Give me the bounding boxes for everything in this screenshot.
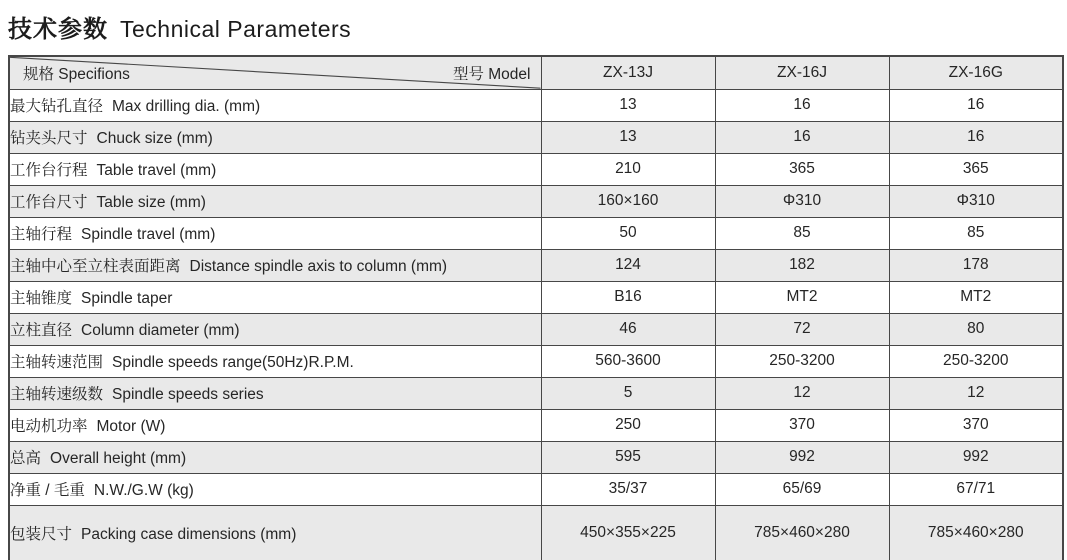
param-label xyxy=(9,505,541,560)
param-value: 85 xyxy=(889,217,1063,249)
param-value: 5 xyxy=(541,377,715,409)
param-value: MT2 xyxy=(715,281,889,313)
param-label xyxy=(9,217,541,249)
table-row xyxy=(9,313,1063,345)
param-value: 35/37 xyxy=(541,473,715,505)
param-label-en: Spindle speeds series xyxy=(112,386,264,403)
table-row xyxy=(9,185,1063,217)
param-label-zh: 主轴中心至立柱表面距离 xyxy=(10,258,181,275)
param-value: 16 xyxy=(715,121,889,153)
table-row xyxy=(9,281,1063,313)
param-value: 992 xyxy=(715,441,889,473)
page-title xyxy=(8,8,1062,45)
param-value: 178 xyxy=(889,249,1063,281)
param-label-en: Max drilling dia. (mm) xyxy=(112,98,261,115)
param-value: 50 xyxy=(541,217,715,249)
technical-parameters-table xyxy=(8,55,1064,560)
model-header-label: 型号 Model xyxy=(452,65,531,83)
param-value: MT2 xyxy=(889,281,1063,313)
param-label-en: Spindle speeds range(50Hz)R.P.M. xyxy=(112,354,354,371)
param-label-en: Motor (W) xyxy=(96,418,166,435)
table-row xyxy=(9,473,1063,505)
param-value: 992 xyxy=(889,441,1063,473)
page-title-en: Technical Parameters xyxy=(120,16,352,42)
param-value: 210 xyxy=(541,153,715,185)
param-label-en: Spindle taper xyxy=(81,290,173,307)
param-value: 16 xyxy=(715,89,889,121)
table-row xyxy=(9,409,1063,441)
param-value: 72 xyxy=(715,313,889,345)
table-row xyxy=(9,217,1063,249)
param-value: 12 xyxy=(715,377,889,409)
param-label-en: N.W./G.W (kg) xyxy=(93,482,194,499)
param-label-zh: 净重 / 毛重 xyxy=(10,482,85,499)
param-value: 13 xyxy=(541,89,715,121)
param-value: 785×460×280 xyxy=(715,505,889,560)
corner-header-content xyxy=(10,57,541,89)
param-label-en: Table travel (mm) xyxy=(96,162,217,179)
param-value: 560-3600 xyxy=(541,345,715,377)
param-label-zh: 主轴转速范围 xyxy=(10,354,104,371)
param-value: B16 xyxy=(541,281,715,313)
spec-header-label: 规格 Specifions xyxy=(23,65,130,83)
table-row xyxy=(9,345,1063,377)
param-label-zh: 钻夹头尺寸 xyxy=(10,130,88,147)
param-value: 450×355×225 xyxy=(541,505,715,560)
table-row xyxy=(9,89,1063,121)
param-value: 85 xyxy=(715,217,889,249)
param-label xyxy=(9,313,541,345)
param-label-zh: 包装尺寸 xyxy=(10,526,73,544)
param-label-zh: 最大钻孔直径 xyxy=(10,98,104,115)
table-row xyxy=(9,441,1063,473)
param-label xyxy=(9,281,541,313)
param-value: 365 xyxy=(715,153,889,185)
table-row xyxy=(9,153,1063,185)
param-label xyxy=(9,441,541,473)
param-value: 67/71 xyxy=(889,473,1063,505)
table-row xyxy=(9,121,1063,153)
param-label-en: Column diameter (mm) xyxy=(81,322,240,339)
param-label-zh: 总高 xyxy=(10,450,42,467)
param-value: Φ310 xyxy=(889,185,1063,217)
param-label xyxy=(9,153,541,185)
table-row xyxy=(9,249,1063,281)
param-value: 595 xyxy=(541,441,715,473)
page-title-zh: 技术参数 xyxy=(8,16,108,43)
param-label xyxy=(9,409,541,441)
param-label-en: Distance spindle axis to column (mm) xyxy=(189,258,448,275)
param-value: 13 xyxy=(541,121,715,153)
param-value: 250-3200 xyxy=(715,345,889,377)
param-value: 124 xyxy=(541,249,715,281)
param-label-zh: 工作台尺寸 xyxy=(10,194,88,211)
param-value: Φ310 xyxy=(715,185,889,217)
param-value: 80 xyxy=(889,313,1063,345)
param-label xyxy=(9,89,541,121)
param-label-en: Overall height (mm) xyxy=(50,450,187,467)
param-value: 65/69 xyxy=(715,473,889,505)
table-body xyxy=(9,89,1063,560)
param-value: 46 xyxy=(541,313,715,345)
param-label xyxy=(9,185,541,217)
model-column-header: ZX-13J xyxy=(541,56,715,89)
param-label-en: Chuck size (mm) xyxy=(96,130,213,147)
param-label-zh: 立柱直径 xyxy=(10,322,73,339)
param-label-zh: 工作台行程 xyxy=(10,162,88,179)
param-value: 365 xyxy=(889,153,1063,185)
param-value: 250 xyxy=(541,409,715,441)
param-label xyxy=(9,377,541,409)
param-label xyxy=(9,249,541,281)
table-row xyxy=(9,505,1063,560)
corner-header-cell xyxy=(9,56,541,89)
param-label-zh: 主轴锥度 xyxy=(10,290,73,307)
param-label xyxy=(9,345,541,377)
param-value: 250-3200 xyxy=(889,345,1063,377)
table-header-row xyxy=(9,56,1063,89)
param-value: 370 xyxy=(889,409,1063,441)
param-value: 160×160 xyxy=(541,185,715,217)
param-label-zh: 电动机功率 xyxy=(10,418,88,435)
param-label-zh: 主轴行程 xyxy=(10,226,73,243)
param-label xyxy=(9,473,541,505)
param-value: 182 xyxy=(715,249,889,281)
param-value: 16 xyxy=(889,89,1063,121)
param-label xyxy=(9,121,541,153)
param-label-en: Table size (mm) xyxy=(96,194,206,211)
param-value: 16 xyxy=(889,121,1063,153)
model-column-header: ZX-16G xyxy=(889,56,1063,89)
table-row xyxy=(9,377,1063,409)
model-column-header: ZX-16J xyxy=(715,56,889,89)
param-label-en: Spindle travel (mm) xyxy=(81,226,216,243)
param-value: 785×460×280 xyxy=(889,505,1063,560)
param-value: 370 xyxy=(715,409,889,441)
param-label-zh: 主轴转速级数 xyxy=(10,386,104,403)
param-value: 12 xyxy=(889,377,1063,409)
param-label-en: Packing case dimensions (mm) xyxy=(81,526,297,544)
